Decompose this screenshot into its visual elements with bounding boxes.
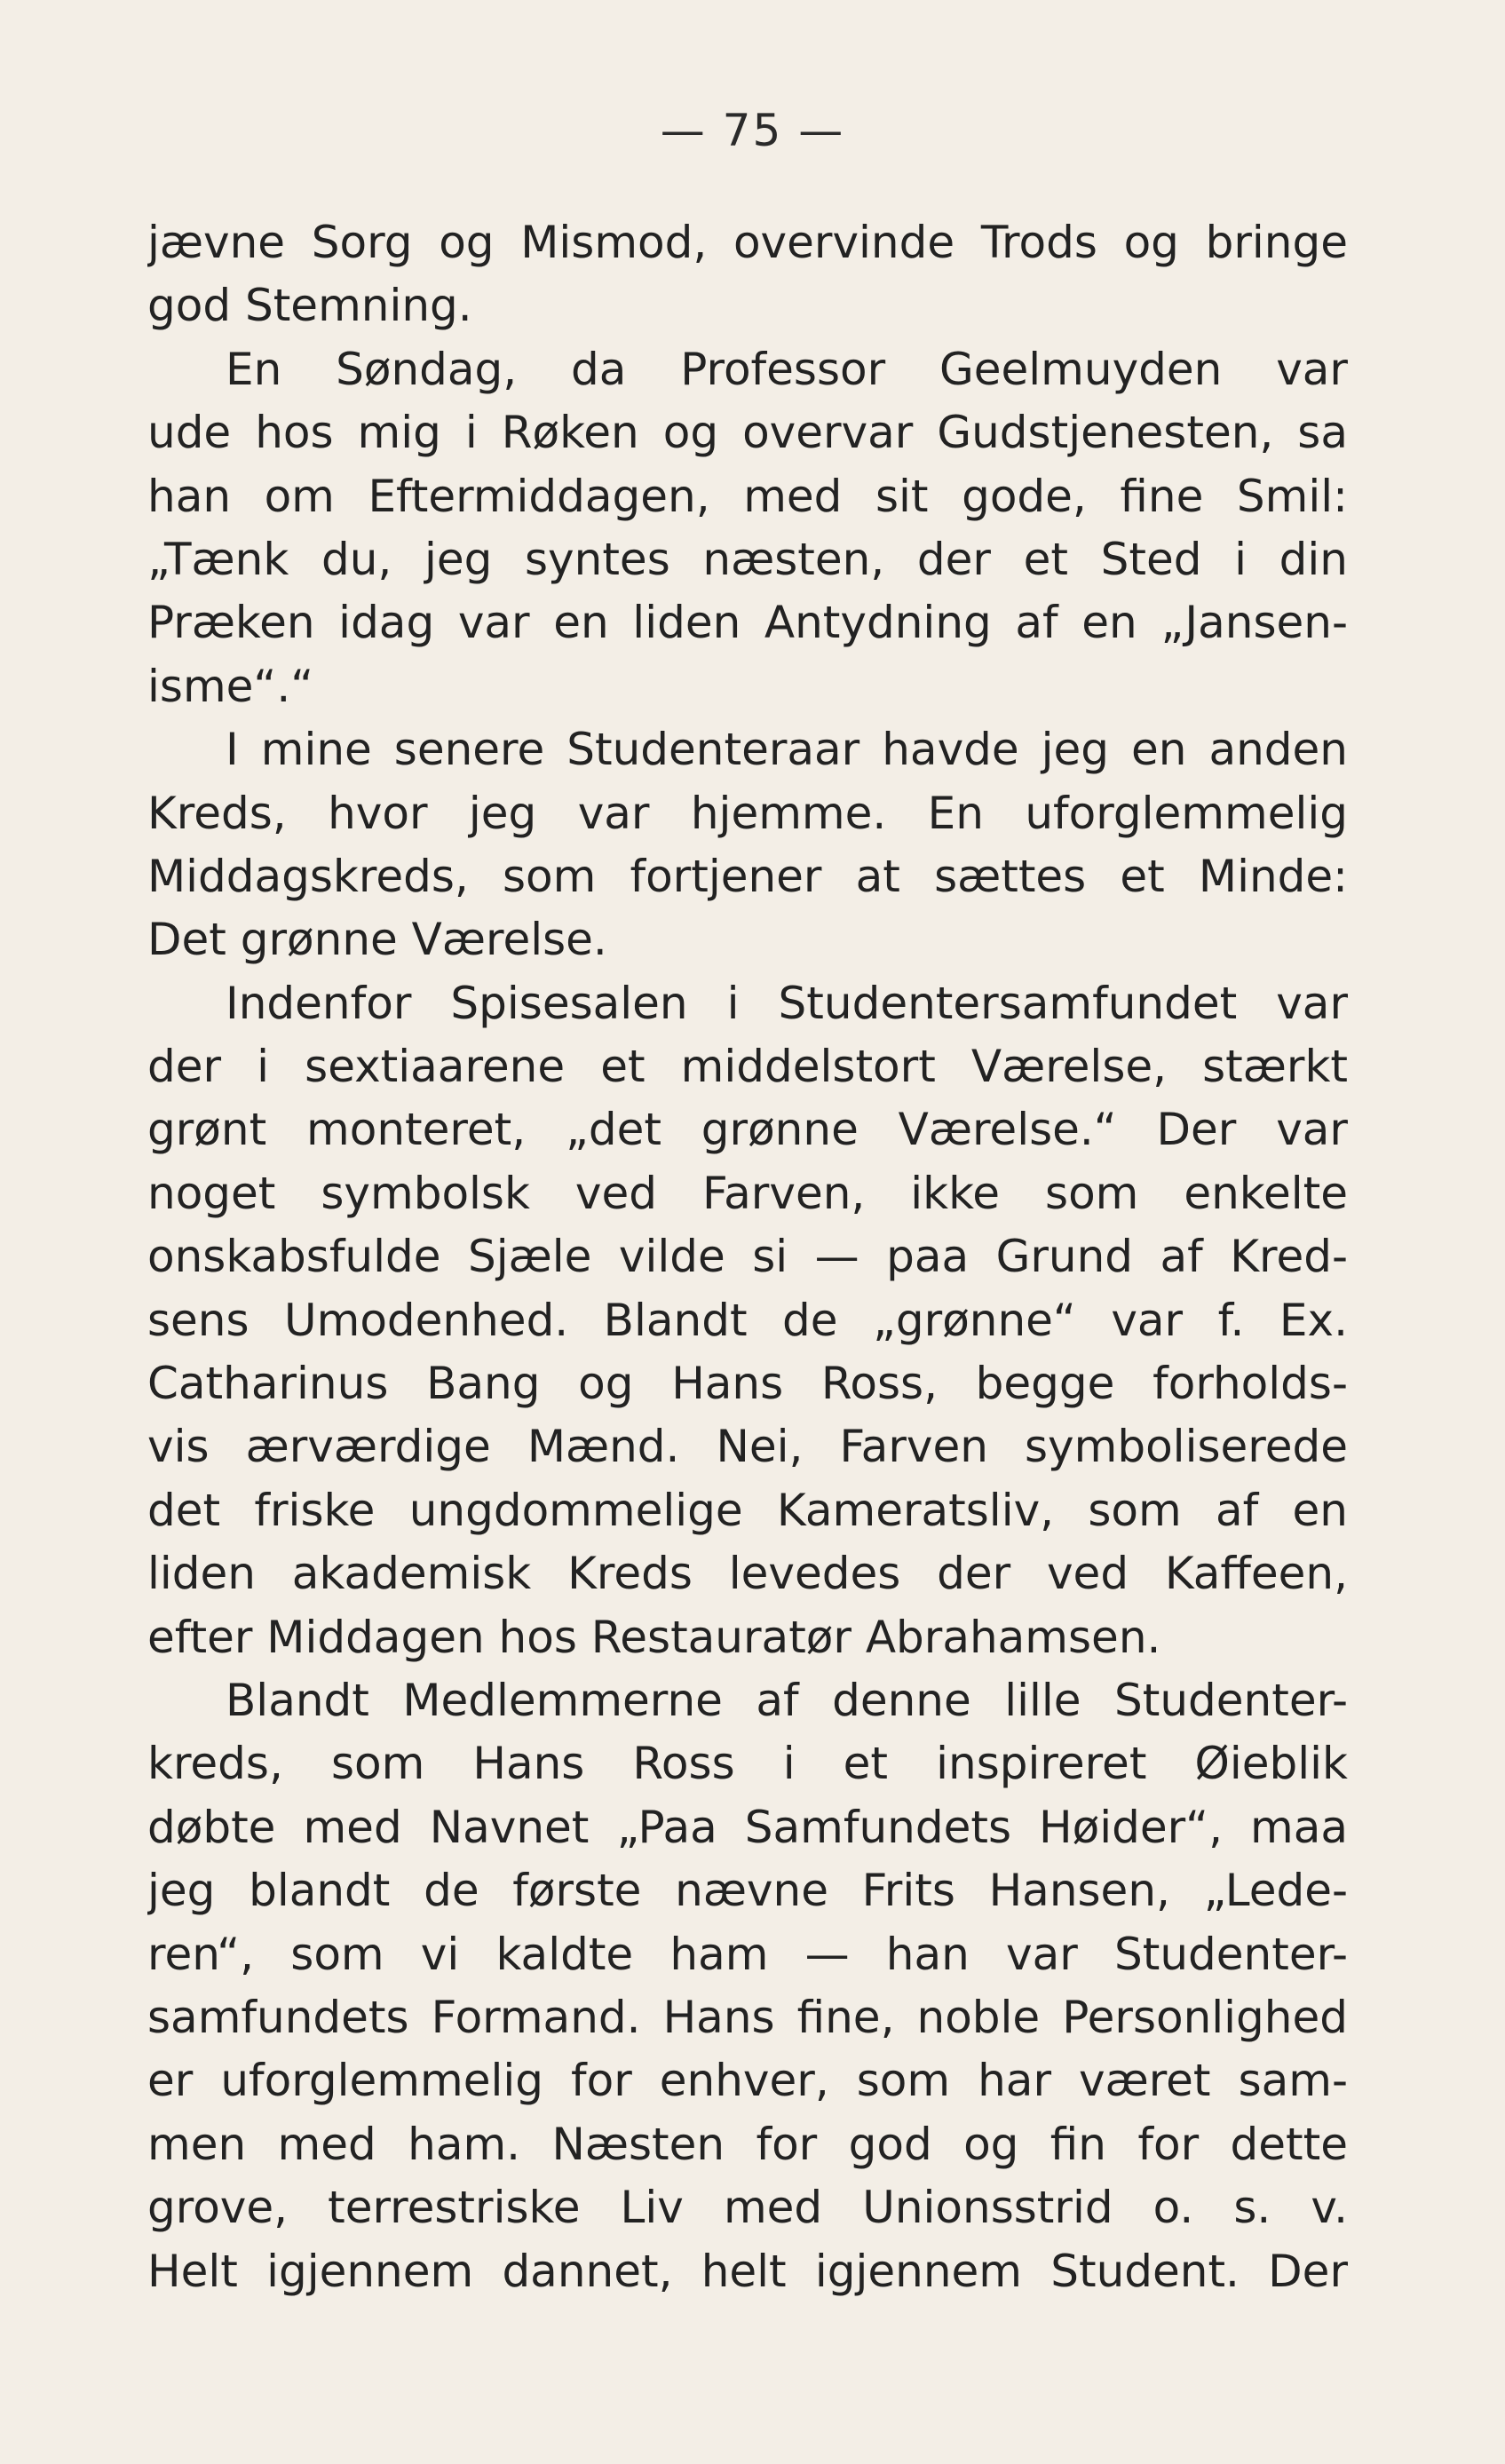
text-line: døbte med Navnet „Paa Samfundets Høider“, maa	[147, 1801, 1348, 1853]
text-line: vis ærværdige Mænd. Nei, Farven symboliserede	[147, 1421, 1348, 1473]
text-line: Helt igjennem dannet, helt igjennem Student. Der	[147, 2245, 1348, 2297]
text-line: ude hos mig i Røken og overvar Gudstjenesten, sa	[147, 407, 1348, 459]
text-line: Middagskreds, som fortjener at sættes et Minde:	[147, 850, 1348, 902]
text-line: kreds, som Hans Ross i et inspireret Øieblik	[147, 1738, 1348, 1790]
text-line: men med ham. Næsten for god og fin for dette	[147, 2118, 1348, 2170]
text-line: onskabsfulde Sjæle vilde si — paa Grund af Kred-	[147, 1231, 1348, 1283]
text-line: isme“.“	[147, 660, 314, 712]
text-line: jeg blandt de første nævne Frits Hansen, „Lede-	[147, 1865, 1348, 1917]
text-line: noget symbolsk ved Farven, ikke som enkelte	[147, 1167, 1348, 1219]
paragraph-start-line: Blandt Medlemmerne af denne lille Studenter-	[226, 1674, 1348, 1726]
text-line: Kreds, hvor jeg var hjemme. En uforglemmelig	[147, 787, 1348, 839]
text-line: er uforglemmelig for enhver, som har været sam-	[147, 2055, 1348, 2107]
paragraph-start-line: I mine senere Studenteraar havde jeg en anden	[226, 724, 1348, 776]
text-line: der i sextiaarene et middelstort Værelse, stærkt	[147, 1041, 1348, 1093]
text-line: „Tænk du, jeg syntes næsten, der et Sted i din	[147, 533, 1348, 585]
text-line: Præken idag var en liden Antydning af en „Jansen-	[147, 597, 1348, 649]
text-line: det friske ungdommelige Kameratsliv, som af en	[147, 1484, 1348, 1536]
text-line: Det grønne Værelse.	[147, 914, 607, 966]
text-line: jævne Sorg og Mismod, overvinde Trods og bringe	[147, 217, 1348, 268]
text-line: sens Umodenhed. Blandt de „grønne“ var f. Ex.	[147, 1294, 1348, 1346]
text-line: grove, terrestriske Liv med Unionsstrid o. s. v.	[147, 2182, 1348, 2234]
text-line: han om Eftermiddagen, med sit gode, fine Smil:	[147, 470, 1348, 522]
text-line: Catharinus Bang og Hans Ross, begge forholds-	[147, 1358, 1348, 1410]
paragraph-start-line: En Søndag, da Professor Geelmuyden var	[226, 343, 1348, 395]
text-line: samfundets Formand. Hans fine, noble Personlighed	[147, 1991, 1348, 2043]
body-text	[147, 211, 1348, 2303]
page-number: — 75 —	[660, 105, 845, 156]
text-line: grønt monteret, „det grønne Værelse.“ Der var	[147, 1104, 1348, 1156]
paragraph-start-line: Indenfor Spisesalen i Studentersamfundet var	[226, 977, 1348, 1029]
text-line: liden akademisk Kreds levedes der ved Kaffeen,	[147, 1548, 1348, 1600]
text-line: ren“, som vi kaldte ham — han var Studenter-	[147, 1928, 1348, 1980]
text-line: god Stemning.	[147, 280, 472, 332]
text-line: efter Middagen hos Restauratør Abrahamsen.	[147, 1611, 1161, 1663]
